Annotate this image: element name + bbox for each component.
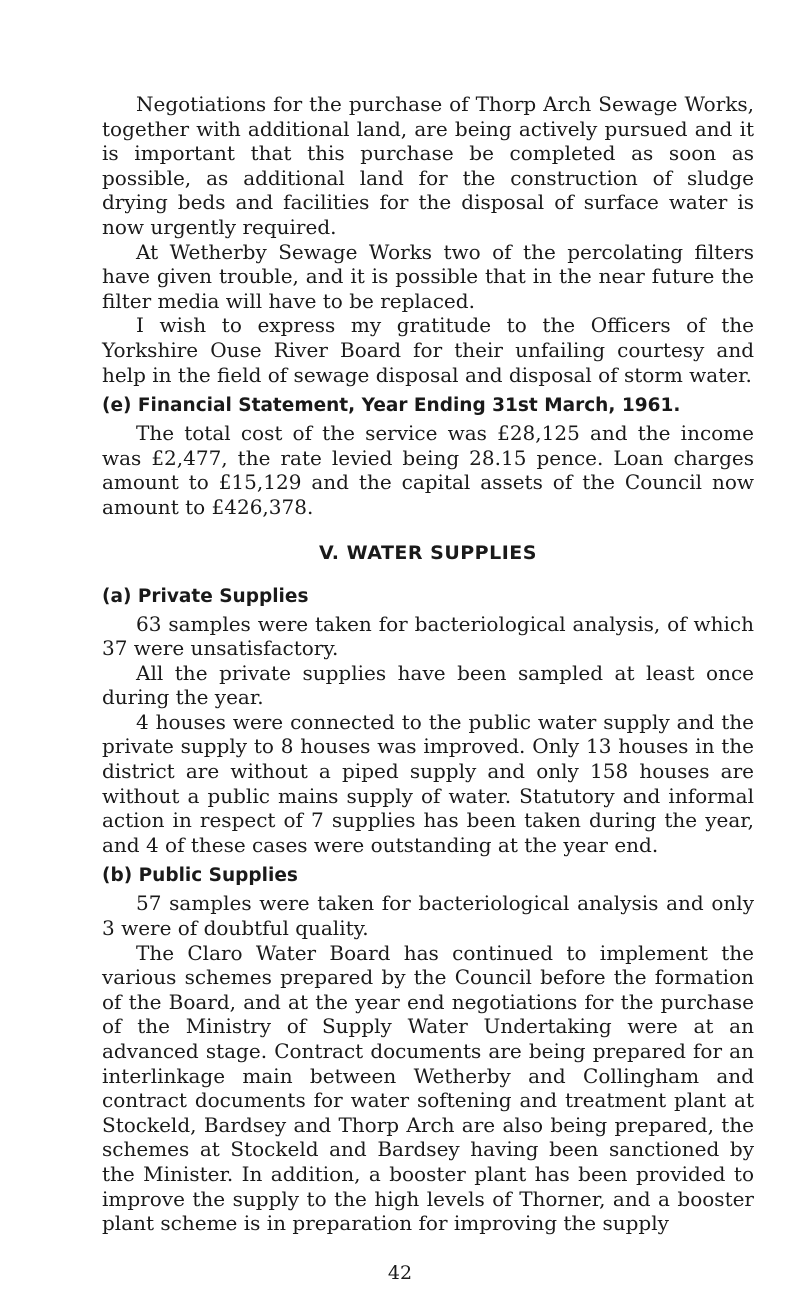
paragraph-claro-water-board: The Claro Water Board has continued to implement the various schemes prepared by the Council before the formation of the Board, and at the year end negotiations for the purchase of the Ministry of Supply Water Undertaking were at an advanced stage. Contract documents are being prepared for an interlinkage main between Wetherby and Collingham and contract documents for water softening and treatment plant at Stockeld, Bardsey and Thorp Arch are also being prepared, the schemes at Stockeld and Bardsey having been sanctioned by the Minister. In addition, a booster plant has been provided to improve the supply to the high levels of Thorner, and a booster plant scheme is in preparation for improving the supply [102,940,754,1236]
heading-financial-statement: (e) Financial Statement, Year Ending 31st March, 1961. [102,395,681,417]
document-page [102,92,754,1236]
paragraph-thorp-arch-negotiations: Negotiations for the purchase of Thorp Arch Sewage Works, together with additional land, are being actively pursued and it is important that this purchase be completed as soon as possible, as additional land for the construction of sludge drying beds and facilities for the disposal of surface water is now urgently required. [102,92,754,239]
paragraph-gratitude: I wish to express my gratitude to the Officers of the Yorkshire Ouse River Board for their unfailing courtesy and help in the field of sewage disposal and disposal of storm water. [102,313,754,387]
paragraph-private-samples: 63 samples were taken for bacteriological analysis, of which 37 were unsatisfactory. [102,611,754,661]
heading-private-supplies: (a) Private Supplies [102,585,309,607]
paragraph-financial-details: The total cost of the service was £28,125 and the income was £2,477, the rate levied being 28.15 pence. Loan charges amount to £15,129 and the capital assets of the Council now amount to £426,378. [102,421,754,519]
paragraph-wetherby-filters: At Wetherby Sewage Works two of the percolating filters have given trouble, and it is possible that in the near future the filter media will have to be replaced. [102,239,754,313]
paragraph-public-samples: 57 samples were taken for bacteriological analysis and only 3 were of doubtful quality. [102,891,754,941]
page-number: 42 [387,1262,413,1284]
heading-public-supplies: (b) Public Supplies [102,865,298,887]
section-title-water-supplies: V. WATER SUPPLIES [319,541,537,564]
paragraph-private-sampled: All the private supplies have been sampled at least once during the year. [102,660,754,710]
paragraph-private-houses: 4 houses were connected to the public water supply and the private supply to 8 houses was improved. Only 13 houses in the district are without a piped supply and only 158 houses are without a public mains supply of water. Statutory and informal action in respect of 7 supplies has been taken during the year, and 4 of these cases were outstanding at the year end. [102,709,754,857]
